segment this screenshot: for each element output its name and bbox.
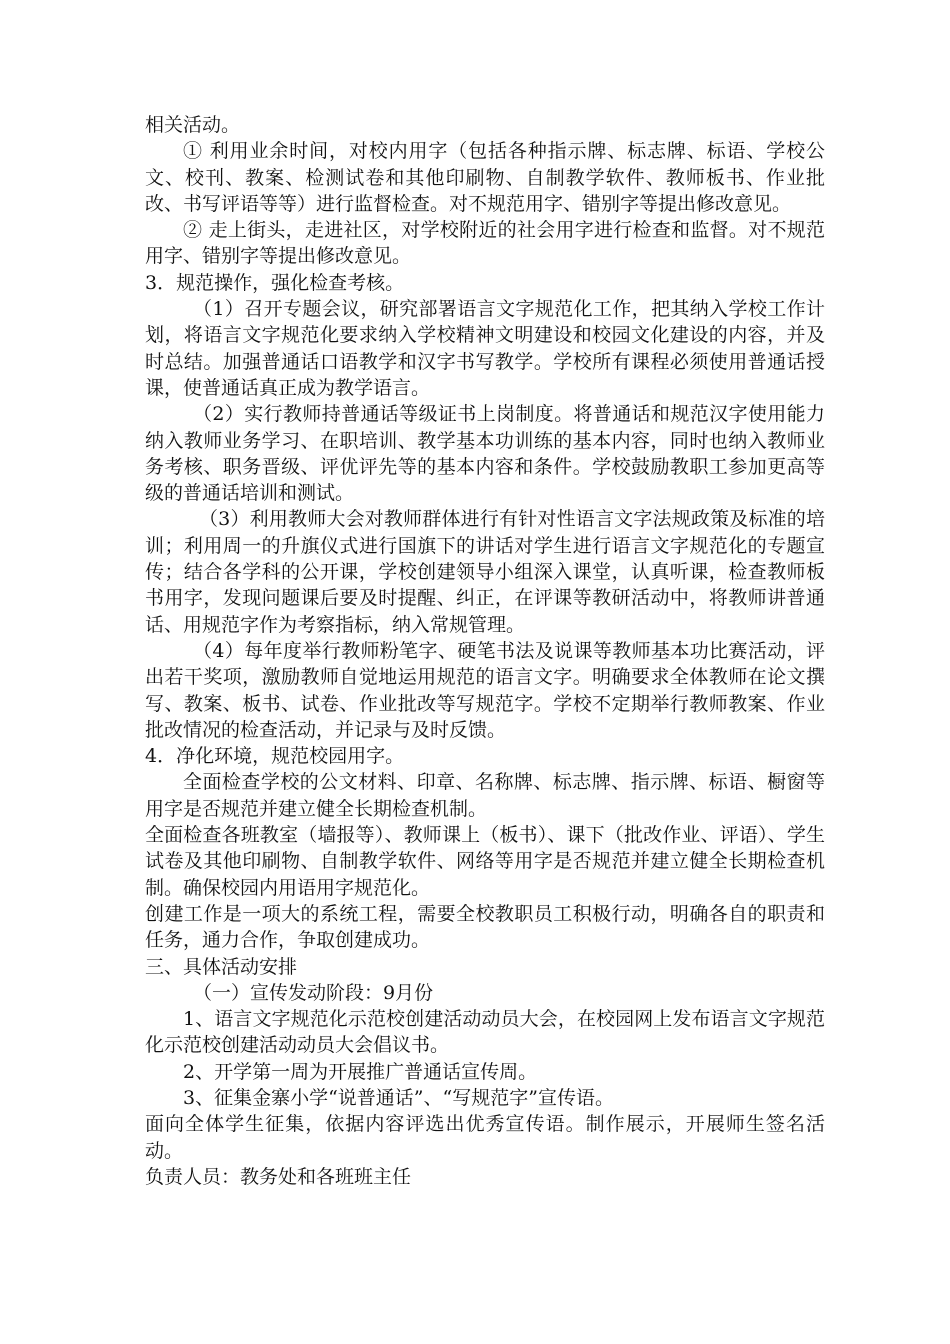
section-heading-4: 4．净化环境，规范校园用字。 xyxy=(145,745,405,768)
paragraph-p06: （2）实行教师持普通话等级证书上岗制度。将普通话和规范汉字使用能力纳入教师业务学习、在职培训、教学基本功训练的基本内容，同时也纳入教师业务考核、职务晋级、评优评先等的基本内容和条件。学校鼓励教职工参加更高等级的普通话培训和测试。 xyxy=(145,403,825,505)
section-heading-three: 三、具体活动安排 xyxy=(145,955,298,978)
paragraph-p11: 全面检查各班教室（墙报等）、教师课上（板书）、课下（批改作业、评语）、学生试卷及其他印刷物、自制教学软件、网络等用字是否规范并建立健全长期检查机制。确保校园内用语用字规范化。 xyxy=(145,824,825,899)
subsection-heading-1: （一）宣传发动阶段：9月份 xyxy=(193,981,434,1004)
document-body xyxy=(145,112,825,1190)
paragraph-p07: （3）利用教师大会对教师群体进行有针对性语言文字法规政策及标准的培训；利用周一的升旗仪式进行国旗下的讲话对学生进行语言文字规范化的专题宣传；结合各学科的公开课，学校创建领导小组深入课堂，认真听课，检查教师板书用字，发现问题课后要及时提醒、纠正，在评课等教研活动中，将教师讲普通话、用规范字作为考察指标，纳入常规管理。 xyxy=(145,508,825,636)
paragraph-p02: ① 利用业余时间，对校内用字（包括各种指示牌、标志牌、标语、学校公文、校刊、教案、检测试卷和其他印刷物、自制教学软件、教师板书、作业批改、书写评语等等）进行监督检查。对不规范用字、错别字等提出修改意见。 xyxy=(145,140,825,215)
paragraph-p18: 面向全体学生征集，依据内容评选出优秀宣传语。制作展示，开展师生签名活动。 xyxy=(145,1113,825,1162)
paragraph-p08: （4）每年度举行教师粉笔字、硬笔书法及说课等教师基本功比赛活动，评出若干奖项，激励教师自觉地运用规范的语言文字。明确要求全体教师在论文撰写、教案、板书、试卷、作业批改等写规范字。学校不定期举行教师教案、作业批改情况的检查活动，并记录与及时反馈。 xyxy=(145,639,825,741)
section-heading-3: 3．规范操作，强化检查考核。 xyxy=(145,271,405,294)
paragraph-p15: 1、语言文字规范化示范校创建活动动员大会，在校园网上发布语言文字规范化示范校创建活动动员大会倡议书。 xyxy=(145,1008,825,1057)
paragraph-p10: 全面检查学校的公文材料、印章、名称牌、标志牌、指示牌、标语、橱窗等用字是否规范并建立健全长期检查机制。 xyxy=(145,771,825,820)
paragraph-p12: 创建工作是一项大的系统工程，需要全校教职员工积极行动，明确各自的职责和任务，通力合作，争取创建成功。 xyxy=(145,902,825,952)
paragraph-p05: （1）召开专题会议，研究部署语言文字规范化工作，把其纳入学校工作计划，将语言文字规范化要求纳入学校精神文明建设和校园文化建设的内容，并及时总结。加强普通话口语教学和汉字书写教学。学校所有课程必须使用普通话授课，使普通话真正成为教学语言。 xyxy=(145,298,825,399)
paragraph-p17: 3、征集金寨小学“说普通话”、“写规范字”宣传语。 xyxy=(183,1086,614,1109)
paragraph-p01: 相关活动。 xyxy=(145,114,241,136)
responsible-persons: 负责人员：教务处和各班班主任 xyxy=(145,1165,412,1188)
paragraph-p16: 2、开学第一周为开展推广普通话宣传周。 xyxy=(183,1060,538,1083)
paragraph-p03: ② 走上街头，走进社区，对学校附近的社会用字进行检查和监督。对不规范用字、错别字等提出修改意见。 xyxy=(145,219,825,268)
